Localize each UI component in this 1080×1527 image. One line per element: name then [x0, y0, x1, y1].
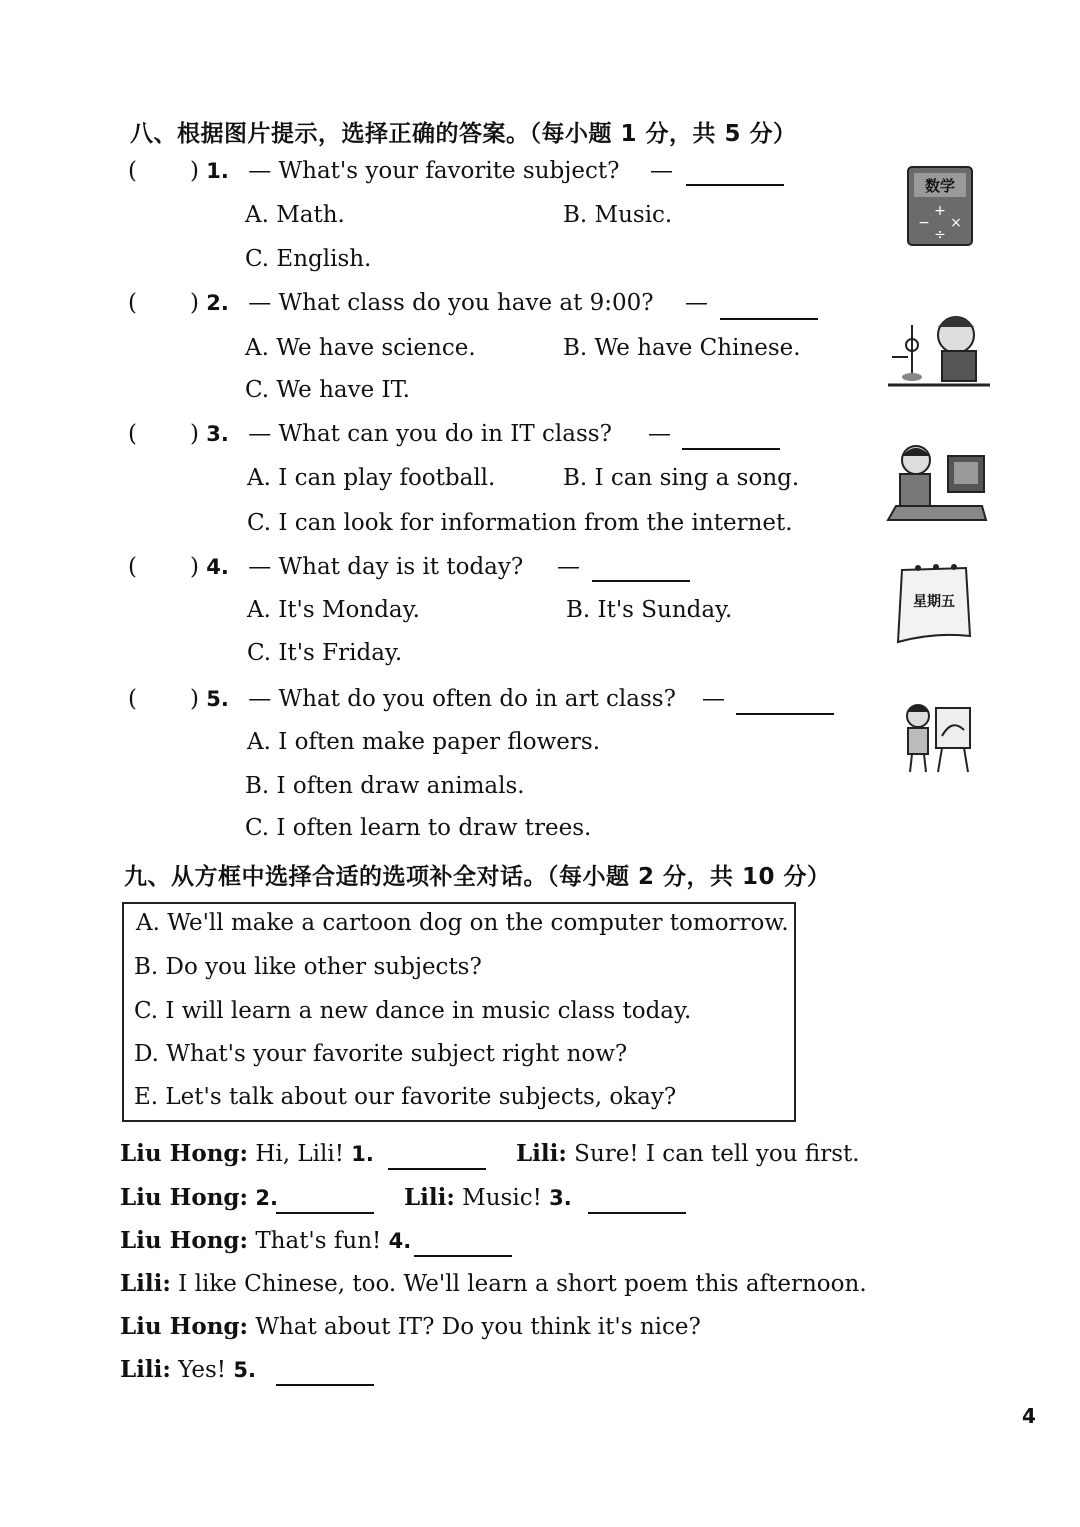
answer-blank[interactable]	[592, 560, 690, 582]
dialogue-text: Sure! I can tell you first.	[566, 1141, 860, 1167]
math-book-icon	[906, 165, 974, 247]
answer-paren-open[interactable]: (	[128, 158, 137, 184]
option-c: C. I often learn to draw trees.	[245, 815, 592, 841]
option-a: A. I can play football.	[247, 465, 496, 491]
dialogue-text: Yes!	[170, 1357, 234, 1383]
dialogue-text: Music!	[454, 1185, 550, 1211]
question-number: 4.	[206, 555, 229, 579]
option-a: A. We have science.	[245, 335, 476, 361]
question-number: 2.	[206, 291, 229, 315]
answer-paren-close: )	[190, 686, 199, 712]
reply-dash: —	[702, 686, 725, 712]
answer-paren-close: )	[190, 554, 199, 580]
speaker-name: Liu Hong:	[120, 1313, 249, 1340]
calendar-icon	[894, 562, 974, 646]
dialogue-line-1b	[516, 1140, 860, 1167]
blank-number: 2.	[255, 1186, 278, 1210]
option-c: C. It's Friday.	[247, 640, 403, 666]
dialogue-blank-3[interactable]	[588, 1192, 686, 1214]
blank-number: 4.	[388, 1229, 412, 1253]
dialogue-blank-2[interactable]	[276, 1192, 374, 1214]
dialogue-line-2b	[404, 1184, 572, 1211]
reply-dash: —	[648, 421, 671, 447]
speaker-name: Liu Hong:	[120, 1227, 249, 1254]
question-text: — What can you do in IT class?	[248, 421, 612, 447]
box-option-e: E. Let's talk about our favorite subjects, okay?	[134, 1084, 677, 1110]
dialogue-blank-5[interactable]	[276, 1364, 374, 1386]
reply-dash: —	[685, 290, 708, 316]
section-8-title: 八、根据图片提示，选择正确的答案。（每小题 1 分，共 5 分）	[130, 121, 797, 147]
dialogue-text: What about IT? Do you think it's nice?	[248, 1314, 701, 1340]
dialogue-blank-4[interactable]	[414, 1235, 512, 1257]
box-option-c: C. I will learn a new dance in music class today.	[134, 998, 692, 1024]
reply-dash: —	[650, 158, 673, 184]
dialogue-blank-1[interactable]	[388, 1148, 486, 1170]
speaker-name: Lili:	[404, 1184, 455, 1211]
option-a: A. I often make paper flowers.	[247, 729, 601, 755]
answer-paren-open[interactable]: (	[128, 554, 137, 580]
dialogue-text: I like Chinese, too. We'll learn a short poem this afternoon.	[170, 1271, 867, 1297]
dialogue-text: Hi, Lili!	[248, 1141, 352, 1167]
question-3-body	[190, 421, 612, 447]
option-a: A. It's Monday.	[247, 597, 420, 623]
box-option-d: D. What's your favorite subject right now?	[134, 1041, 628, 1067]
answer-paren-close: )	[190, 158, 199, 184]
page-number: 4	[1022, 1404, 1036, 1428]
option-b: B. I can sing a song.	[563, 465, 800, 491]
question-number: 3.	[206, 422, 229, 446]
dialogue-line-1	[120, 1140, 374, 1167]
option-b: B. We have Chinese.	[563, 335, 801, 361]
speaker-name: Lili:	[120, 1270, 171, 1297]
option-c: C. We have IT.	[245, 377, 410, 403]
svg-text:÷: ÷	[934, 227, 946, 243]
option-c: C. English.	[245, 246, 372, 272]
dialogue-text: That's fun!	[248, 1228, 389, 1254]
answer-blank[interactable]	[720, 298, 818, 320]
option-b: B. It's Sunday.	[566, 597, 733, 623]
section-9-title: 九、从方框中选择合适的选项补全对话。（每小题 2 分，共 10 分）	[124, 864, 831, 890]
dialogue-line-3	[120, 1227, 411, 1254]
question-3	[128, 421, 137, 447]
answer-paren-open[interactable]: (	[128, 421, 137, 447]
question-1-body	[190, 158, 619, 184]
option-a: A. Math.	[245, 202, 345, 228]
question-4-body	[190, 554, 523, 580]
painting-girl-icon	[898, 700, 974, 774]
question-text: — What's your favorite subject?	[248, 158, 620, 184]
dialogue-line-6	[120, 1356, 256, 1383]
question-5-body	[190, 686, 676, 712]
question-4	[128, 554, 137, 580]
blank-number: 5.	[233, 1358, 256, 1382]
box-option-b: B. Do you like other subjects?	[134, 954, 482, 980]
option-b: B. I often draw animals.	[245, 773, 525, 799]
calendar-label: 星期五	[913, 594, 955, 610]
blank-number: 1.	[351, 1142, 374, 1166]
speaker-name: Lili:	[120, 1356, 171, 1383]
question-text: — What day is it today?	[248, 554, 524, 580]
dialogue-line-5	[120, 1313, 701, 1340]
answer-blank[interactable]	[682, 428, 780, 450]
option-b: B. Music.	[563, 202, 673, 228]
answer-blank[interactable]	[686, 164, 784, 186]
speaker-name: Lili:	[516, 1140, 567, 1167]
question-number: 1.	[206, 159, 229, 183]
svg-text:−: −	[918, 215, 930, 231]
answer-paren-close: )	[190, 421, 199, 447]
dialogue-line-4	[120, 1270, 867, 1297]
math-book-label: 数学	[924, 177, 956, 195]
question-text: — What do you often do in art class?	[248, 686, 676, 712]
speaker-name: Liu Hong:	[120, 1140, 249, 1167]
speaker-name: Liu Hong:	[120, 1184, 249, 1211]
question-number: 5.	[206, 687, 229, 711]
dialogue-line-2	[120, 1184, 278, 1211]
reply-dash: —	[557, 554, 580, 580]
answer-blank[interactable]	[736, 693, 834, 715]
box-option-a: A. We'll make a cartoon dog on the computer tomorrow.	[136, 910, 789, 936]
answer-paren-close: )	[190, 290, 199, 316]
svg-text:×: ×	[950, 215, 962, 231]
question-1	[128, 158, 137, 184]
blank-number: 3.	[549, 1186, 572, 1210]
science-experiment-icon	[886, 305, 992, 389]
question-5	[128, 686, 137, 712]
computer-user-icon	[886, 442, 990, 524]
question-text: — What class do you have at 9:00?	[248, 290, 654, 316]
svg-text:+: +	[934, 203, 946, 219]
option-c: C. I can look for information from the internet.	[247, 510, 793, 536]
answer-paren-open[interactable]: (	[128, 290, 137, 316]
question-2	[128, 290, 137, 316]
answer-paren-open[interactable]: (	[128, 686, 137, 712]
question-2-body	[190, 290, 654, 316]
